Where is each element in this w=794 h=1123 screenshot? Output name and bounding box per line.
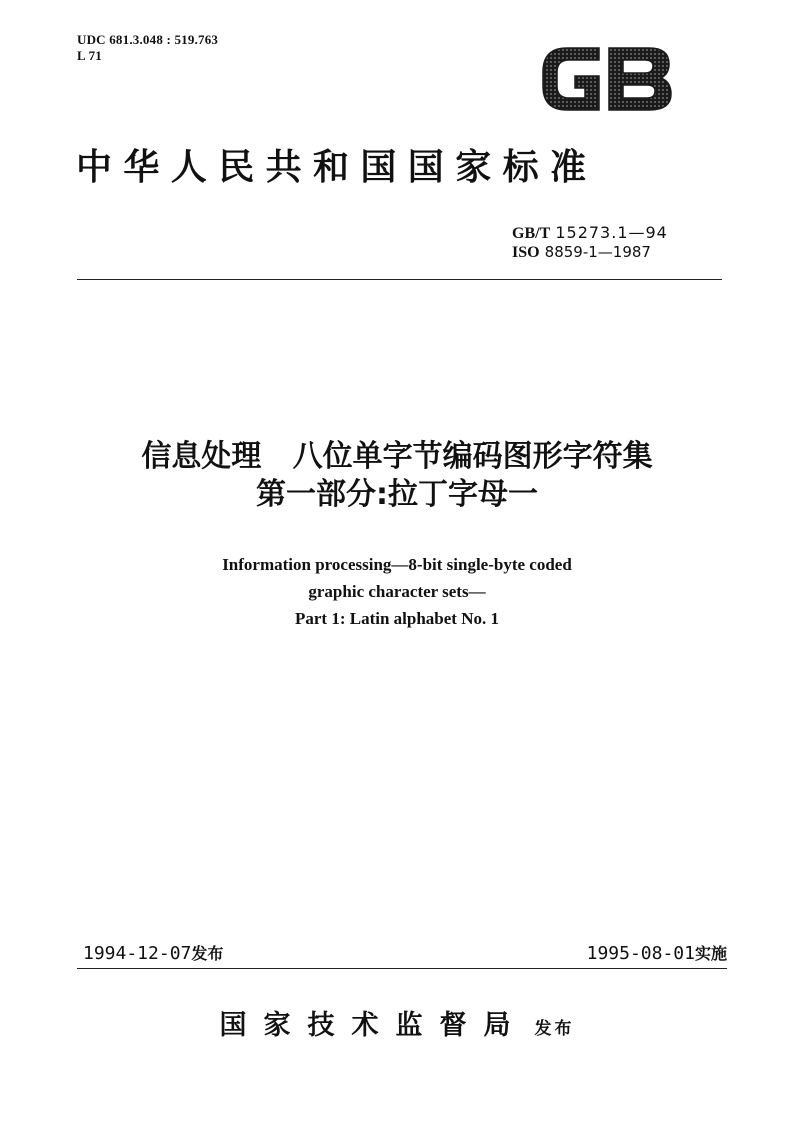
issuer-line [60, 1003, 734, 1042]
english-title-line-3: Part 1: Latin alphabet No. 1 [295, 609, 499, 628]
issue-date: 1994-12-07 [83, 943, 192, 964]
english-title-line-2: graphic character sets— [308, 582, 486, 601]
iso-prefix: ISO [512, 244, 540, 261]
issuer-action: 发布 [534, 1019, 575, 1039]
logo-text: GB [606, 110, 608, 111]
iso-number-line [512, 243, 668, 262]
footer-divider [77, 968, 727, 969]
implementation-date: 1995-08-01 [586, 943, 695, 964]
gb-prefix: GB/T [512, 225, 551, 242]
implementation-date-group [587, 942, 727, 966]
gb-logo [537, 40, 677, 118]
gb-number-line [512, 224, 668, 243]
issuing-organization: 国家技术监督局 [219, 1010, 528, 1041]
chinese-title-line-2: 第一部分:拉丁字母一 [256, 477, 538, 512]
dates-row [83, 942, 727, 968]
english-title-line-1: Information processing—8-bit single-byte coded [222, 555, 572, 574]
implementation-label: 实施 [694, 944, 727, 963]
national-standard-title: 中华人民共和国国家标准 [76, 146, 598, 188]
iso-number: 8859-1—1987 [544, 243, 651, 261]
chinese-title-line-1: 信息处理 八位单字节编码图形字符集 [141, 439, 653, 474]
issue-label: 发布 [191, 944, 224, 963]
classification-code: L 71 [77, 48, 103, 63]
gb-number: 15273.1—94 [555, 223, 668, 242]
standard-numbers [512, 224, 668, 262]
header-divider [77, 279, 722, 280]
issue-date-group [83, 942, 223, 966]
udc-code: UDC 681.3.048 : 519.763 [77, 32, 219, 47]
classification-block [77, 32, 218, 64]
